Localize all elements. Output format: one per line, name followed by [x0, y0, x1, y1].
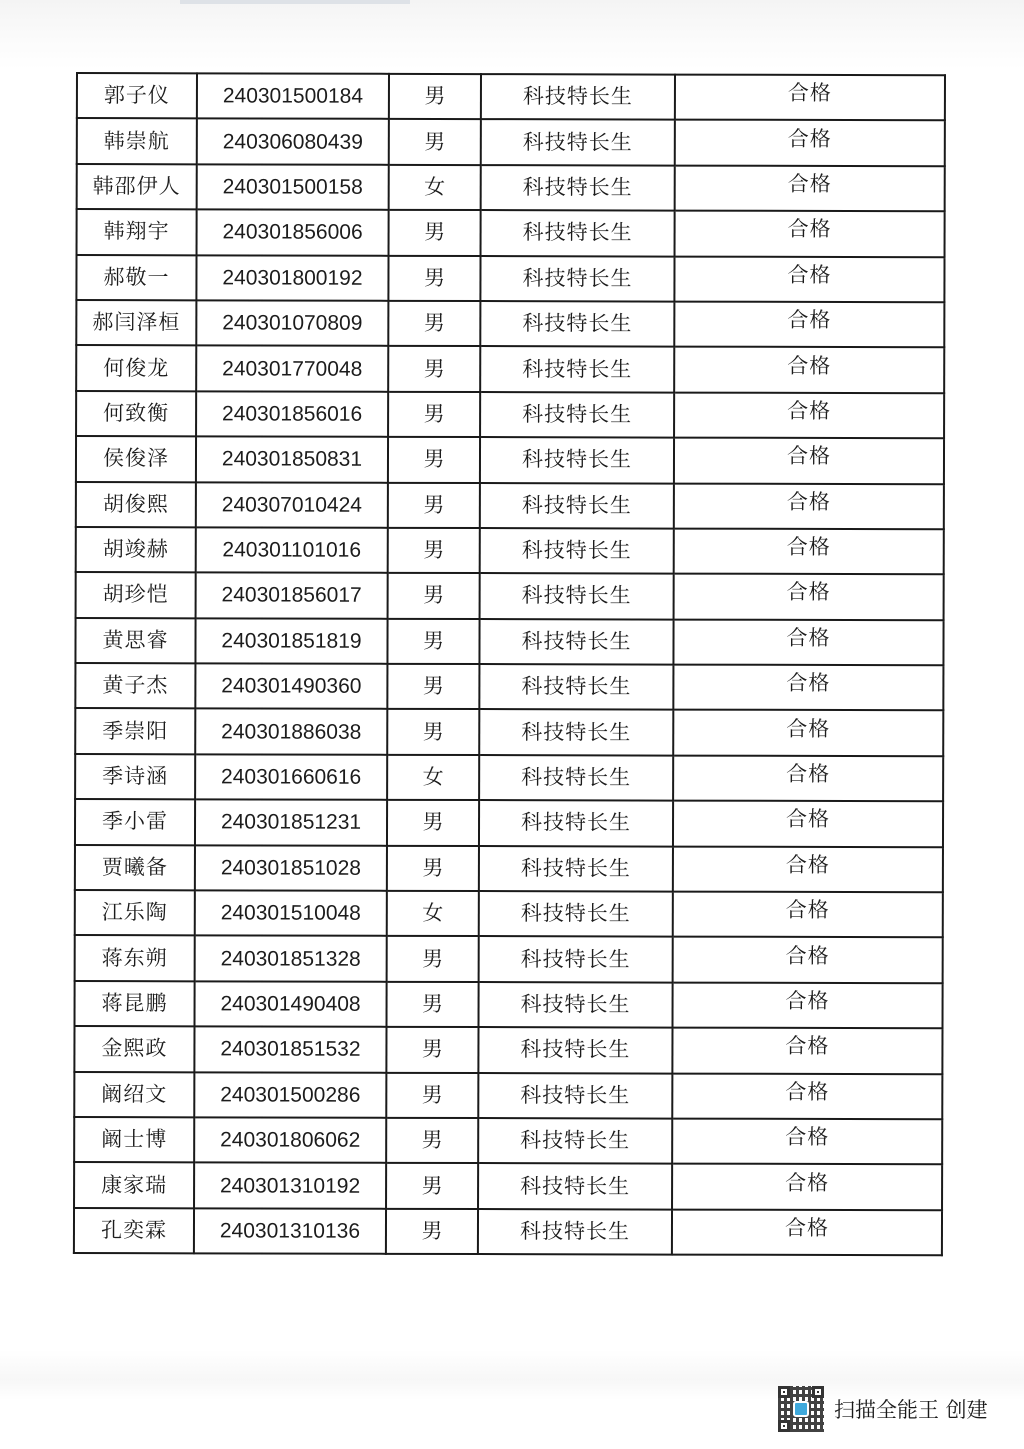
exam-id-cell: 240301510048	[195, 890, 387, 936]
result-cell: 合格	[672, 1028, 942, 1074]
table-row	[75, 754, 943, 802]
category-cell: 科技特长生	[479, 891, 673, 937]
student-name-cell: 胡竣赫	[76, 527, 196, 573]
result-cell: 合格	[672, 1119, 942, 1165]
gender-cell: 男	[388, 573, 480, 619]
category-cell: 科技特长生	[480, 437, 674, 483]
gender-cell: 男	[387, 619, 479, 665]
student-name-cell: 胡珍恺	[76, 572, 196, 618]
exam-id-cell: 240301856017	[196, 573, 388, 619]
exam-id-cell: 240301500158	[197, 164, 389, 210]
category-cell: 科技特长生	[478, 1027, 672, 1073]
category-cell: 科技特长生	[479, 936, 673, 982]
result-cell: 合格	[674, 302, 944, 348]
category-cell: 科技特长生	[478, 1118, 672, 1164]
table-row	[74, 1117, 942, 1165]
student-name-cell: 何致衡	[76, 391, 196, 437]
result-cell: 合格	[673, 892, 943, 938]
exam-id-cell: 240301851819	[195, 618, 387, 664]
gender-cell: 男	[386, 1163, 478, 1209]
table-row	[75, 981, 943, 1029]
category-cell: 科技特长生	[480, 573, 674, 619]
table-row	[74, 1162, 942, 1210]
scan-artifact	[180, 0, 410, 4]
table-row	[76, 572, 944, 620]
exam-id-cell: 240301310192	[194, 1163, 386, 1209]
exam-id-cell: 240301856006	[197, 209, 389, 255]
student-name-cell: 阚士博	[74, 1117, 194, 1163]
category-cell: 科技特长生	[479, 846, 673, 892]
table-row	[75, 845, 943, 893]
result-cell: 合格	[674, 528, 944, 574]
table-row	[77, 73, 945, 121]
exam-id-cell: 240301850831	[196, 436, 388, 482]
exam-id-cell: 240301851028	[195, 845, 387, 891]
exam-id-cell: 240301770048	[196, 346, 388, 392]
category-cell: 科技特长生	[481, 165, 675, 211]
gender-cell: 男	[388, 437, 480, 483]
student-name-cell: 韩翔宇	[77, 209, 197, 255]
result-cell: 合格	[675, 120, 945, 166]
table-row	[75, 890, 943, 938]
category-cell: 科技特长生	[479, 800, 673, 846]
result-cell: 合格	[672, 982, 942, 1028]
results-table-body	[74, 73, 945, 1255]
table-row	[74, 1208, 942, 1256]
result-cell: 合格	[675, 211, 945, 257]
gender-cell: 男	[389, 210, 481, 256]
category-cell: 科技特长生	[480, 256, 674, 302]
exam-id-cell: 240301660616	[195, 754, 387, 800]
gender-cell: 男	[386, 1209, 478, 1255]
student-name-cell: 黄思睿	[75, 618, 195, 664]
student-name-cell: 季小雷	[75, 799, 195, 845]
category-cell: 科技特长生	[480, 346, 674, 392]
student-name-cell: 江乐陶	[75, 890, 195, 936]
result-cell: 合格	[673, 619, 943, 665]
result-cell: 合格	[672, 1209, 942, 1255]
exam-id-cell: 240301500286	[194, 1072, 386, 1118]
exam-id-cell: 240301806062	[194, 1117, 386, 1163]
category-cell: 科技特长生	[479, 619, 673, 665]
student-name-cell: 蒋昆鹏	[75, 981, 195, 1027]
gender-cell: 男	[387, 800, 479, 846]
category-cell: 科技特长生	[478, 1163, 672, 1209]
student-name-cell: 阚绍文	[74, 1072, 194, 1118]
student-name-cell: 侯俊泽	[76, 436, 196, 482]
table-row	[77, 209, 945, 257]
category-cell: 科技特长生	[481, 210, 675, 256]
exam-id-cell: 240301070809	[196, 300, 388, 346]
table-row	[75, 663, 943, 711]
results-table	[73, 72, 946, 1256]
gender-cell: 男	[387, 709, 479, 755]
student-name-cell: 孔奕霖	[74, 1208, 194, 1254]
category-cell: 科技特长生	[479, 664, 673, 710]
student-name-cell: 康家瑞	[74, 1162, 194, 1208]
gender-cell: 男	[387, 664, 479, 710]
student-name-cell: 郝闫泽桓	[76, 300, 196, 346]
table-row	[76, 527, 944, 575]
exam-id-cell: 240307010424	[196, 482, 388, 528]
table-row	[75, 935, 943, 983]
result-cell: 合格	[672, 1073, 942, 1119]
table-row	[74, 1026, 942, 1074]
student-name-cell: 季崇阳	[75, 708, 195, 754]
table-row	[75, 799, 943, 847]
category-cell: 科技特长生	[480, 483, 674, 529]
result-cell: 合格	[674, 347, 944, 393]
category-cell: 科技特长生	[479, 982, 673, 1028]
gender-cell: 男	[388, 482, 480, 528]
result-cell: 合格	[672, 1164, 942, 1210]
gender-cell: 女	[387, 755, 479, 801]
student-name-cell: 金熙政	[74, 1026, 194, 1072]
table-row	[76, 345, 944, 393]
result-cell: 合格	[673, 801, 943, 847]
category-cell: 科技特长生	[479, 710, 673, 756]
result-cell: 合格	[674, 438, 944, 484]
exam-id-cell: 240306080439	[197, 119, 389, 165]
watermark-text: 扫描全能王 创建	[834, 1398, 988, 1422]
student-name-cell: 胡俊熙	[76, 482, 196, 528]
table-row	[76, 436, 944, 484]
gender-cell: 男	[389, 74, 481, 120]
gender-cell: 男	[387, 936, 479, 982]
gender-cell: 男	[387, 982, 479, 1028]
gender-cell: 男	[387, 845, 479, 891]
category-cell: 科技特长生	[480, 301, 674, 347]
result-cell: 合格	[674, 256, 944, 302]
gender-cell: 男	[388, 346, 480, 392]
gender-cell: 男	[386, 1072, 478, 1118]
scanner-watermark	[778, 1386, 988, 1432]
student-name-cell: 韩邵伊人	[77, 164, 197, 210]
table-row	[76, 300, 944, 348]
student-name-cell: 贾曦备	[75, 845, 195, 891]
exam-id-cell: 240301886038	[195, 709, 387, 755]
exam-id-cell: 240301490408	[195, 981, 387, 1027]
category-cell: 科技特长生	[478, 1073, 672, 1119]
table-row	[75, 708, 943, 756]
gender-cell: 男	[388, 392, 480, 438]
exam-id-cell: 240301851328	[195, 936, 387, 982]
gender-cell: 女	[387, 891, 479, 937]
student-name-cell: 郭子仪	[77, 73, 197, 119]
result-cell: 合格	[673, 937, 943, 983]
student-name-cell: 黄子杰	[75, 663, 195, 709]
student-name-cell: 蒋东朔	[75, 935, 195, 981]
exam-id-cell: 240301101016	[196, 527, 388, 573]
category-cell: 科技特长生	[480, 392, 674, 438]
gender-cell: 男	[386, 1118, 478, 1164]
student-name-cell: 郝敬一	[76, 255, 196, 301]
student-name-cell: 季诗涵	[75, 754, 195, 800]
category-cell: 科技特长生	[478, 1209, 672, 1255]
gender-cell: 男	[388, 255, 480, 301]
table-row	[76, 391, 944, 439]
result-cell: 合格	[674, 392, 944, 438]
result-cell: 合格	[674, 483, 944, 529]
student-name-cell: 韩崇航	[77, 118, 197, 164]
category-cell: 科技特长生	[479, 755, 673, 801]
exam-id-cell: 240301856016	[196, 391, 388, 437]
result-cell: 合格	[673, 665, 943, 711]
exam-id-cell: 240301310136	[194, 1208, 386, 1254]
category-cell: 科技特长生	[481, 74, 675, 120]
table-row	[76, 482, 944, 530]
gender-cell: 男	[386, 1027, 478, 1073]
student-name-cell: 何俊龙	[76, 345, 196, 391]
gender-cell: 女	[389, 165, 481, 211]
result-cell: 合格	[675, 165, 945, 211]
table-row	[77, 164, 945, 212]
gender-cell: 男	[388, 301, 480, 347]
category-cell: 科技特长生	[480, 528, 674, 574]
result-cell: 合格	[673, 710, 943, 756]
result-cell: 合格	[673, 755, 943, 801]
result-cell: 合格	[674, 574, 944, 620]
table-row	[77, 118, 945, 166]
exam-id-cell: 240301800192	[196, 255, 388, 301]
table-row	[76, 255, 944, 303]
qr-code-icon	[778, 1386, 824, 1432]
table-row	[74, 1072, 942, 1120]
table-row	[75, 618, 943, 666]
exam-id-cell: 240301500184	[197, 73, 389, 119]
result-cell: 合格	[673, 846, 943, 892]
exam-id-cell: 240301490360	[195, 663, 387, 709]
gender-cell: 男	[388, 528, 480, 574]
category-cell: 科技特长生	[481, 119, 675, 165]
exam-id-cell: 240301851231	[195, 800, 387, 846]
exam-id-cell: 240301851532	[194, 1027, 386, 1073]
gender-cell: 男	[389, 119, 481, 165]
result-cell: 合格	[675, 75, 945, 121]
